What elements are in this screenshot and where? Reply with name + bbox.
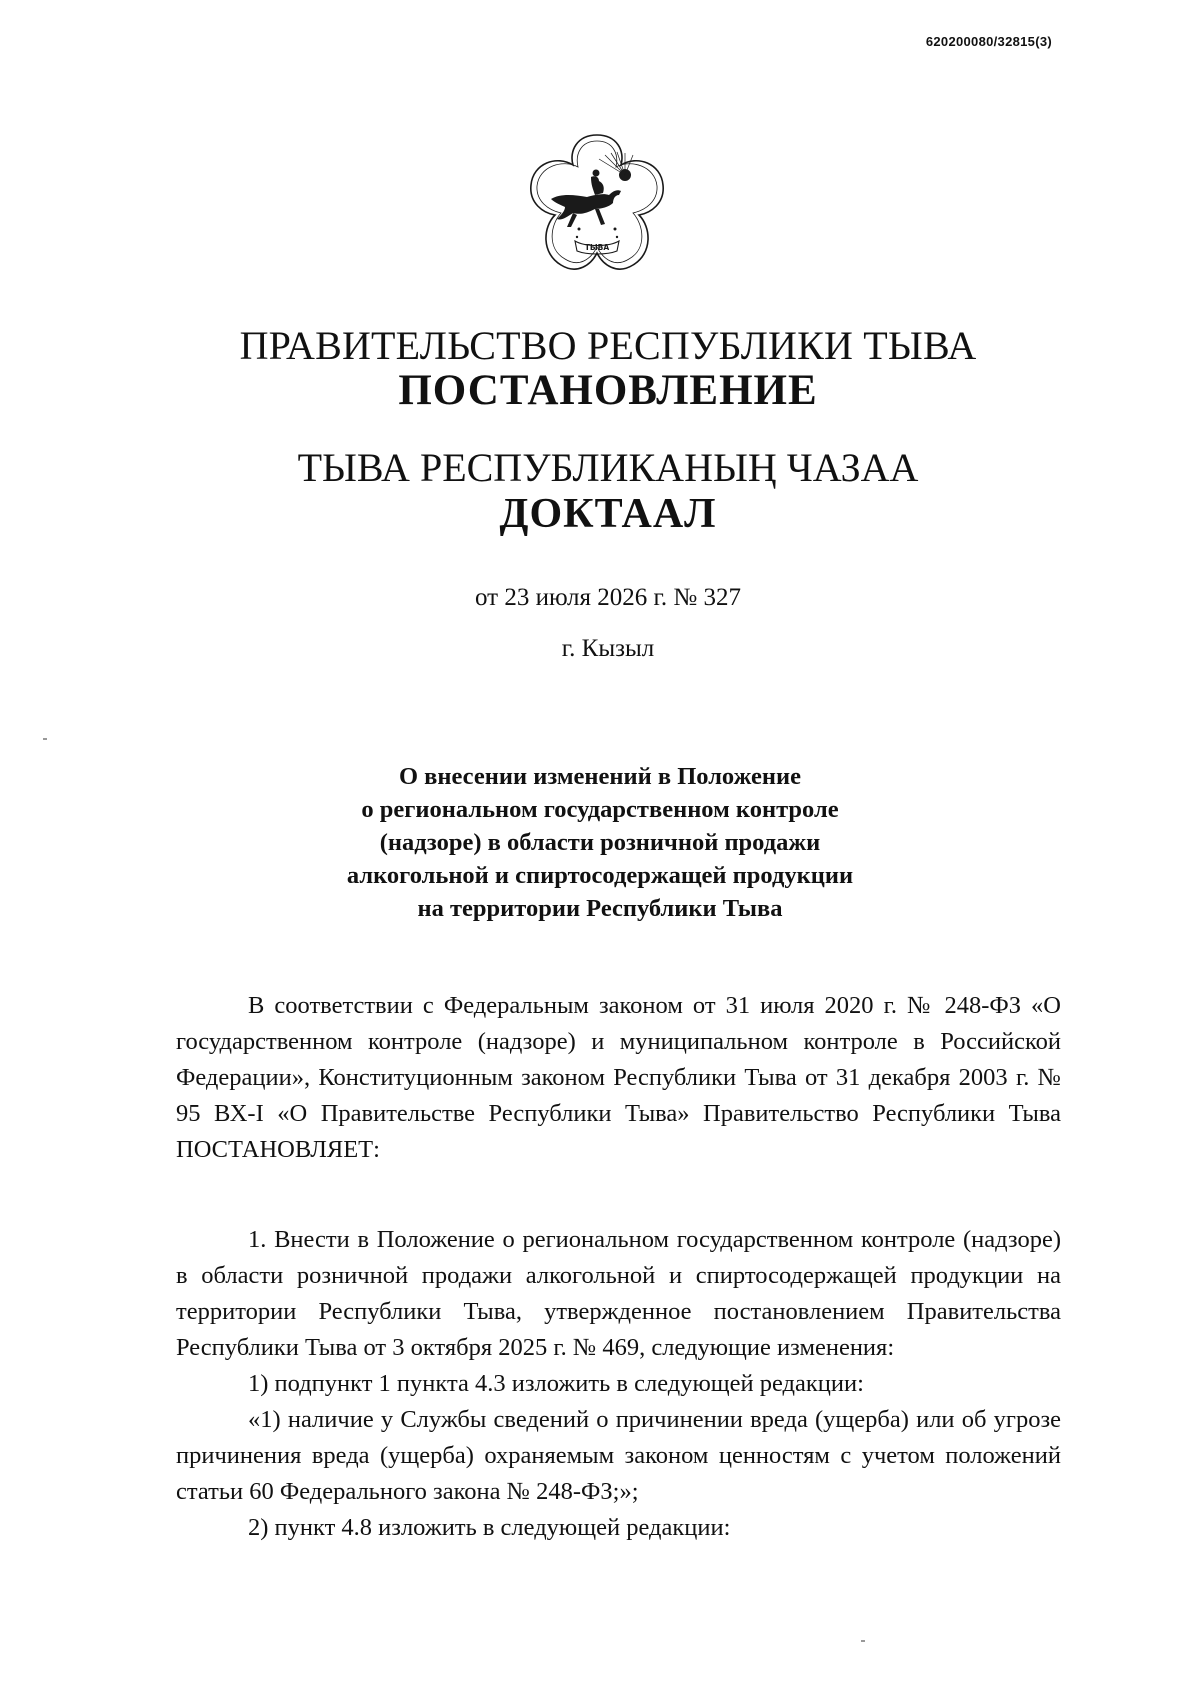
document-date-number: от 23 июля 2026 г. № 327	[474, 584, 742, 611]
scan-speck	[43, 738, 47, 740]
subitem-2-paragraph: 2) пункт 4.8 изложить в следующей редакции:	[248, 1514, 731, 1541]
document-title	[0, 760, 1200, 925]
scan-speck	[861, 1640, 865, 1642]
quoted-amendment-paragraph: «1) наличие у Службы сведений о причинении вреда (ущерба) или об угрозе причинения вреда (ущерба) охраняемым законом ценностям с учетом положений статьи 60 Федерального закона № 248-ФЗ;»;	[176, 1406, 1061, 1505]
emblem-inscription: ТЫВА	[584, 243, 610, 252]
government-name-tuvan: ТЫВА РЕСПУБЛИКАНЫҢ ЧАЗАА	[297, 445, 919, 490]
title-line: на территории Республики Тыва	[417, 895, 783, 922]
coat-of-arms-icon	[521, 129, 673, 281]
document-city: г. Кызыл	[561, 635, 655, 662]
title-line: алкогольной и спиртосодержащей продукции	[346, 862, 854, 889]
subitem-1-paragraph: 1) подпункт 1 пункта 4.3 изложить в следующей редакции:	[248, 1370, 864, 1397]
title-line: О внесении изменений в Положение	[398, 763, 801, 790]
document-type-tuvan: ДОКТААЛ	[499, 491, 717, 537]
government-name-russian: ПРАВИТЕЛЬСТВО РЕСПУБЛИКИ ТЫВА	[239, 323, 977, 368]
title-line: (надзоре) в области розничной продажи	[379, 829, 821, 856]
resolution-body	[176, 1222, 1061, 1546]
title-line: о региональном государственном контроле	[361, 796, 839, 823]
preamble-paragraph: В соответствии с Федеральным законом от 31 июля 2020 г. № 248-ФЗ «О государственном контроле (надзоре) и муниципальном контроле в Российской Федерации», Конституционным законом Республики Тыва от 31 декабря 2003 г. № 95 ВХ-I «О Правительстве Республики Тыва» Правительство Республики Тыва ПОСТАНОВЛЯЕТ:	[176, 992, 1061, 1163]
document-type-russian: ПОСТАНОВЛЕНИЕ	[398, 367, 818, 414]
document-registration-number: 620200080/32815(3)	[925, 34, 1052, 49]
preamble-block	[176, 988, 1061, 1168]
item-1-paragraph: 1. Внести в Положение о региональном государственном контроле (надзоре) в области розничной продажи алкогольной и спиртосодержащей продукции на территории Республики Тыва, утвержденное постановлением Правительства Республики Тыва от 3 октября 2025 г. № 469, следующие изменения:	[176, 1226, 1061, 1361]
